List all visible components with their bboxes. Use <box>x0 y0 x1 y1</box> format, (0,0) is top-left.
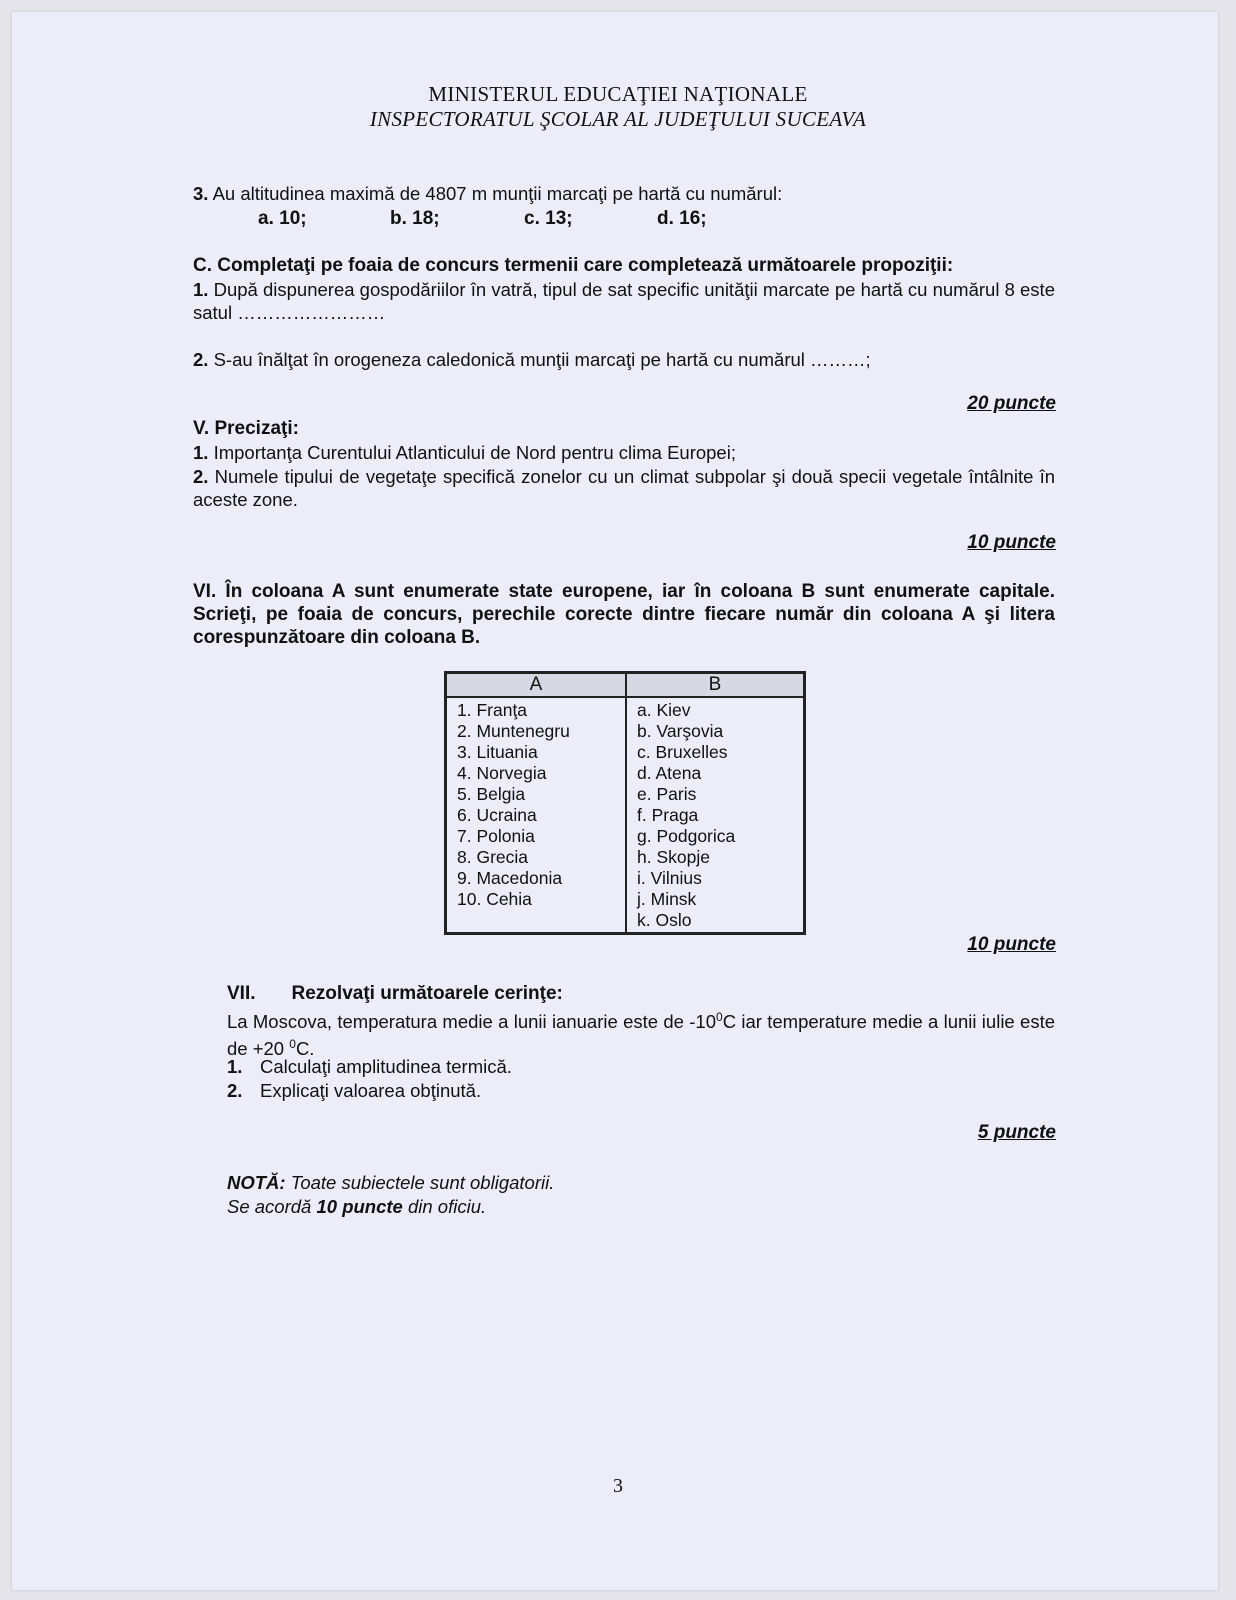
section-vii-title <box>227 982 1055 1005</box>
question-3-text: Au altitudinea maximă de 4807 m munţii marcaţi pe hartă cu numărul: <box>212 183 783 204</box>
section-v-item-2-text: Numele tipului de vegetaţe specifică zonelor cu un climat subpolar şi două specii vegetale întâlnite în aceste zone. <box>193 466 1055 510</box>
countries-capitals-table <box>444 671 806 935</box>
note-line-2-post: din oficiu. <box>402 1196 487 1217</box>
capital-item: g. Podgorica <box>637 826 736 846</box>
section-c-item-2-text: S-au înălţat în orogeneza caledonică munţii marcaţi pe hartă cu numărul ………; <box>213 349 871 370</box>
inspectorate-title: INSPECTORATUL ŞCOLAR AL JUDEŢULUI SUCEAVA <box>369 107 867 131</box>
section-c-points: 20 puncte <box>967 393 1056 414</box>
note-line-2-bold: 10 puncte <box>316 1196 403 1217</box>
section-vii-item-1 <box>227 1055 1055 1078</box>
capital-item: d. Atena <box>637 763 702 783</box>
section-v-item-1-text: Importanţa Curentului Atlanticului de Nord pentru clima Europei; <box>213 442 736 463</box>
section-c-item-2 <box>193 348 1055 371</box>
section-vii-heading: Rezolvaţi următoarele cerinţe: <box>291 983 563 1004</box>
capital-item: a. Kiev <box>637 700 691 720</box>
country-item: 1. Franţa <box>457 700 528 720</box>
section-vii-item-2-number: 2. <box>227 1080 243 1101</box>
note-line-1 <box>227 1171 1089 1194</box>
section-vii-points: 5 puncte <box>977 1122 1056 1143</box>
note-label: NOTĂ: <box>227 1172 286 1193</box>
country-item: 5. Belgia <box>457 784 526 804</box>
page-number: 3 <box>613 1475 623 1497</box>
section-v-item-1-number: 1. <box>193 442 209 463</box>
note-line-2-pre: Se acordă <box>227 1196 317 1217</box>
capital-item: i. Vilnius <box>637 868 702 888</box>
section-vi-points: 10 puncte <box>967 934 1056 955</box>
section-v-item-2-number: 2. <box>193 466 209 487</box>
degree-sup-1: 0 <box>716 1010 723 1024</box>
section-c-title: C. Completaţi pe foaia de concurs termenii care completează următoarele propoziţii: <box>193 255 954 276</box>
note-text: Toate subiectele sunt obligatorii. <box>290 1172 555 1193</box>
degree-sup-2: 0 <box>289 1037 296 1052</box>
country-item: 9. Macedonia <box>457 868 563 888</box>
section-vi-title: VI. În coloana A sunt enumerate state europene, iar în coloana B sunt enumerate capitale. Scrieţi, pe foaia de concurs, perechile corecte dintre fiecare număr din coloana A şi litera corespunzătoare din coloana B. <box>193 581 1055 648</box>
option-b: b. 18; <box>390 208 440 229</box>
section-vii-item-2-text: Explicaţi valoarea obţinută. <box>260 1080 482 1101</box>
section-v-item-1 <box>193 441 1055 464</box>
option-d: d. 16; <box>657 208 707 229</box>
section-vii-item-1-text: Calculaţi amplitudinea termică. <box>260 1056 512 1077</box>
capital-item: f. Praga <box>637 805 699 825</box>
option-a: a. 10; <box>258 208 307 229</box>
section-vii-item-2 <box>227 1079 1055 1102</box>
section-c-item-1 <box>193 278 1055 324</box>
capital-item: j. Minsk <box>637 889 697 909</box>
section-v-title: V. Precizaţi: <box>193 418 299 439</box>
country-item: 6. Ucraina <box>457 805 537 825</box>
section-c-item-2-number: 2. <box>193 349 209 370</box>
question-3 <box>193 182 1055 205</box>
country-item: 8. Grecia <box>457 847 528 867</box>
column-a <box>446 697 627 934</box>
column-b-header: B <box>626 673 805 698</box>
note-line-2 <box>227 1195 1089 1218</box>
capital-item: k. Oslo <box>637 910 692 930</box>
capital-item: c. Bruxelles <box>637 742 728 762</box>
country-item: 3. Lituania <box>457 742 538 762</box>
column-a-header: A <box>446 673 627 698</box>
section-v-points: 10 puncte <box>967 532 1056 553</box>
section-vii-item-1-number: 1. <box>227 1056 243 1077</box>
country-item: 2. Muntenegru <box>457 721 570 741</box>
country-item: 4. Norvegia <box>457 763 547 783</box>
ministry-title: MINISTERUL EDUCAŢIEI NAŢIONALE <box>428 82 808 106</box>
section-c-item-1-text: După dispunerea gospodăriilor în vatră, tipul de sat specific unităţii marcate pe hartă cu numărul 8 este satul …………………… <box>193 279 1055 323</box>
country-item: 7. Polonia <box>457 826 535 846</box>
section-vii-intro-text-2: C iar temperature medie a lunii iulie este de +20 <box>227 1011 1055 1060</box>
option-c: c. 13; <box>524 208 573 229</box>
section-vii-intro-text-1: La Moscova, temperatura medie a lunii ianuarie este de -10 <box>227 1011 716 1033</box>
column-b <box>626 697 805 934</box>
section-vii-number: VII. <box>227 983 256 1004</box>
capital-item: h. Skopje <box>637 847 710 867</box>
section-vii-intro-text-3: C. <box>295 1038 315 1060</box>
capital-item: b. Varşovia <box>637 721 724 741</box>
capital-item: e. Paris <box>637 784 697 804</box>
question-3-number: 3. <box>193 183 209 204</box>
section-v-item-2 <box>193 465 1055 511</box>
country-item: 10. Cehia <box>457 889 532 909</box>
section-c-item-1-number: 1. <box>193 279 209 300</box>
section-vii-intro <box>227 1006 1055 1060</box>
